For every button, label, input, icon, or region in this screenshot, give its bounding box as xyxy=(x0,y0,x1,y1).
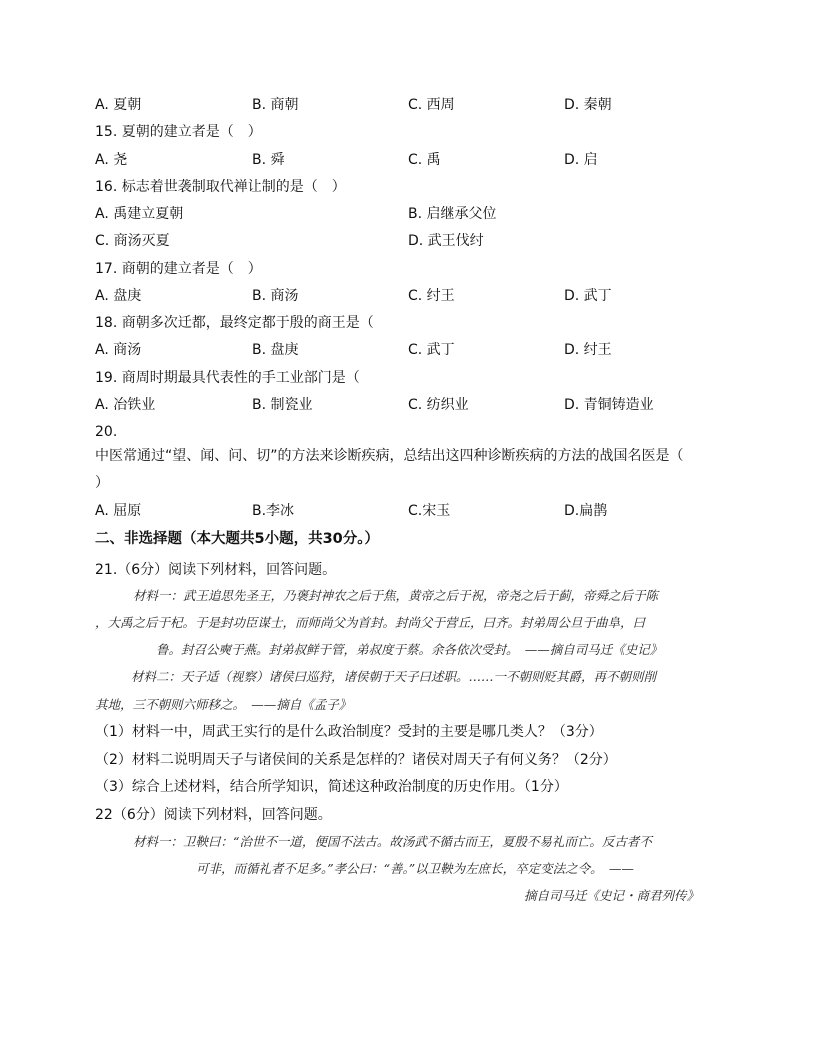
q21-sub-question-3: （3）综合上述材料，结合所学知识，简述这种政治制度的历史作用。（1分） xyxy=(95,779,568,795)
q20-stem-end: ） xyxy=(95,475,109,491)
q14-option-c: C. 西周 xyxy=(408,97,455,113)
q14-option-b: B. 商朝 xyxy=(252,97,299,113)
q21-sub-question-1: （1）材料一中，周武王实行的是什么政治制度？受封的主要是哪几类人？（3分） xyxy=(95,724,603,740)
q19-option-b: B. 制瓷业 xyxy=(252,397,313,413)
q15-option-a: A. 尧 xyxy=(95,152,128,168)
q18-option-a: A. 商汤 xyxy=(95,342,142,358)
q20-option-a: A. 屈原 xyxy=(95,503,142,519)
q15-option-b: B. 舜 xyxy=(252,152,285,168)
q15-option-c: C. 禹 xyxy=(408,152,441,168)
q15-stem: 15. 夏朝的建立者是（ ） xyxy=(95,124,262,140)
q18-stem: 18. 商朝多次迁都，最终定都于殷的商王是（ xyxy=(95,315,374,331)
q17-option-d: D. 武丁 xyxy=(564,288,612,304)
q20-option-b: B.李冰 xyxy=(252,503,295,519)
q19-option-c: C. 纺织业 xyxy=(408,397,469,413)
q16-stem: 16. 标志着世袭制取代禅让制的是（ ） xyxy=(95,179,346,195)
q16-option-c: C. 商汤灭夏 xyxy=(95,233,170,249)
q22-material-1-line-2: 可非，而循礼者不足多。”孝公曰：“善。”以卫鞅为左庶长，卒定变法之令。 —— xyxy=(196,861,634,876)
q19-option-d: D. 青铜铸造业 xyxy=(564,397,654,413)
q20-option-c: C.宋玉 xyxy=(408,503,451,519)
q17-stem: 17. 商朝的建立者是（ ） xyxy=(95,261,262,277)
q14-option-d: D. 秦朝 xyxy=(564,97,612,113)
q21-material-1-line-3: 鲁。封召公奭于燕。封弟叔鲜于管，弟叔度于蔡。余各依次受封。 ——摘自司马迁《史记》 xyxy=(156,642,663,657)
q21-material-1-line-1: 材料一：武王追思先圣王，乃褒封神农之后于焦，黄帝之后于祝，帝尧之后于蓟，帝舜之后于陈 xyxy=(133,588,659,603)
q16-option-d: D. 武王伐纣 xyxy=(408,233,484,249)
q15-option-d: D. 启 xyxy=(564,152,598,168)
q17-option-a: A. 盘庚 xyxy=(95,288,142,304)
q20-number: 20. xyxy=(95,424,118,440)
q18-option-d: D. 纣王 xyxy=(564,342,612,358)
q21-material-2-line-1: 材料二：天子适（视察）诸侯曰巡狩，诸侯朝于天子曰述职。……一不朝则贬其爵，再不朝则削 xyxy=(131,669,657,684)
section-2-heading: 二、非选择题（本大题共5小题，共30分。） xyxy=(95,531,380,547)
q20-stem: 中医常通过“望、闻、问、切”的方法来诊断疾病，总结出这四种诊断疾病的方法的战国名医是（ xyxy=(95,448,684,464)
q14-option-a: A. 夏朝 xyxy=(95,97,142,113)
q22-stem: 22（6分）阅读下列材料，回答问题。 xyxy=(95,807,332,823)
q18-option-b: B. 盘庚 xyxy=(252,342,299,358)
q20-option-d: D.扁鹊 xyxy=(564,503,608,519)
q16-option-a: A. 禹建立夏朝 xyxy=(95,206,184,222)
q21-sub-question-2: （2）材料二说明周天子与诸侯间的关系是怎样的？诸侯对周天子有何义务？（2分） xyxy=(95,752,617,768)
q18-option-c: C. 武丁 xyxy=(408,342,455,358)
q19-stem: 19. 商周时期最具代表性的手工业部门是（ xyxy=(95,370,360,386)
q17-option-b: B. 商汤 xyxy=(252,288,299,304)
q21-material-2-line-2: 其地，三不朝则六师移之。 ——摘自《孟子》 xyxy=(95,697,352,712)
q17-option-c: C. 纣王 xyxy=(408,288,455,304)
q21-stem: 21.（6分）阅读下列材料，回答问题。 xyxy=(95,562,337,578)
q21-material-1-line-2: ，大禹之后于杞。于是封功臣谋士，而师尚父为首封。封尚父于营丘，曰齐。封弟周公旦于曲阜，曰 xyxy=(95,615,646,630)
q16-option-b: B. 启继承父位 xyxy=(408,206,497,222)
q22-material-1-line-1: 材料一：卫鞅曰：“治世不一道，便国不法古。故汤武不循古而王，夏殷不易礼而亡。反古者不 xyxy=(133,834,652,849)
q22-material-1-source: 摘自司马迁《史记・商君列传》 xyxy=(524,888,700,903)
q19-option-a: A. 冶铁业 xyxy=(95,397,156,413)
